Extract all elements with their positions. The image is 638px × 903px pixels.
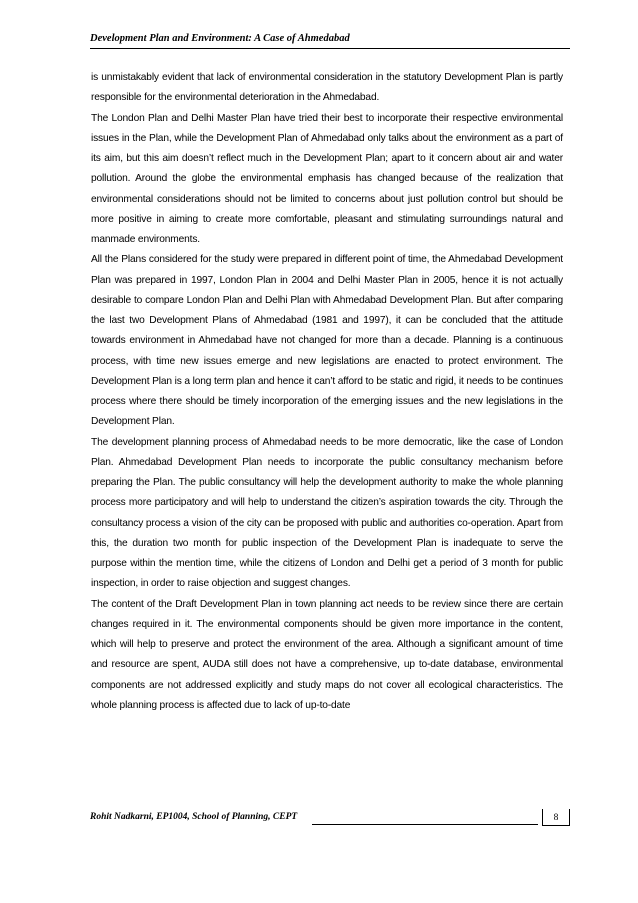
paragraph: The development planning process of Ahmedabad needs to be more democratic, like the case of London Plan. Ahmedabad Development Plan needs to incorporate the public consultancy mechanism before preparing the Plan. The public consultancy will help the development authority to make the whole planning process more participatory and will help to understand the citizen’s aspiration towards the city. Through the consultancy process a vision of the city can be proposed with public and authorities co-operation. Apart from this, the duration two month for public inspection of the Development Plan is inadequate to serve the purpose within the mention time, while the citizens of London and Delhi get a period of 3 month for public inspection, in order to raise objection and suggest changes. [91, 436, 563, 590]
body-text [91, 68, 563, 716]
paragraph: is unmistakably evident that lack of environmental consideration in the statutory Development Plan is partly responsible for the environmental deterioration in the Ahmedabad. [91, 72, 563, 104]
footer-rule [312, 824, 538, 825]
running-header [90, 33, 570, 49]
paragraph: All the Plans considered for the study were prepared in different point of time, the Ahmedabad Development Plan was prepared in 1997, London Plan in 2004 and Delhi Master Plan in 2005, hence it is not actually desirable to compare London Plan and Delhi Plan with Ahmedabad Development Plan. But after comparing the last two Development Plans of Ahmedabad (1981 and 1997), it can be concluded that the attitude towards environment in Ahmedabad have not changed for more than a decade. Planning is a continuous process, with time new issues emerge and new legislations are enacted to protect environment. The Development Plan is a long term plan and hence it can’t afford to be static and rigid, it needs to be continues process where there should be timely incorporation of the emerging issues and the new legislations in the Development Plan. [91, 254, 563, 428]
footer-author: Rohit Nadkarni, EP1004, School of Planning, CEPT [90, 812, 298, 822]
page-number: 8 [542, 809, 570, 826]
running-footer [90, 809, 570, 827]
paragraph: The London Plan and Delhi Master Plan have tried their best to incorporate their respective environmental issues in the Plan, while the Development Plan of Ahmedabad only talks about the environment as a part of its aim, but this aim doesn’t reflect much in the Development Plan; apart to it concern about air and water pollution. Around the globe the environmental emphasis has changed because of the realization that environmental considerations should not be limited to concerns about just pollution control but should be more positive in aiming to create more comfortable, pleasant and stimulating surroundings natural and manmade environments. [91, 112, 563, 245]
paragraph: The content of the Draft Development Plan in town planning act needs to be review since there are certain changes required in it. The environmental components should be given more importance in the content, which will help to preserve and protect the environment of the area. Although a significant amount of time and resource are spent, AUDA still does not have a comprehensive, up to-date database, environmental components are not addressed explicitly and study maps do not cover all ecological characteristics. The whole planning process is affected due to lack of up-to-date [91, 598, 563, 711]
header-title: Development Plan and Environment: A Case of Ahmedabad [90, 33, 350, 44]
